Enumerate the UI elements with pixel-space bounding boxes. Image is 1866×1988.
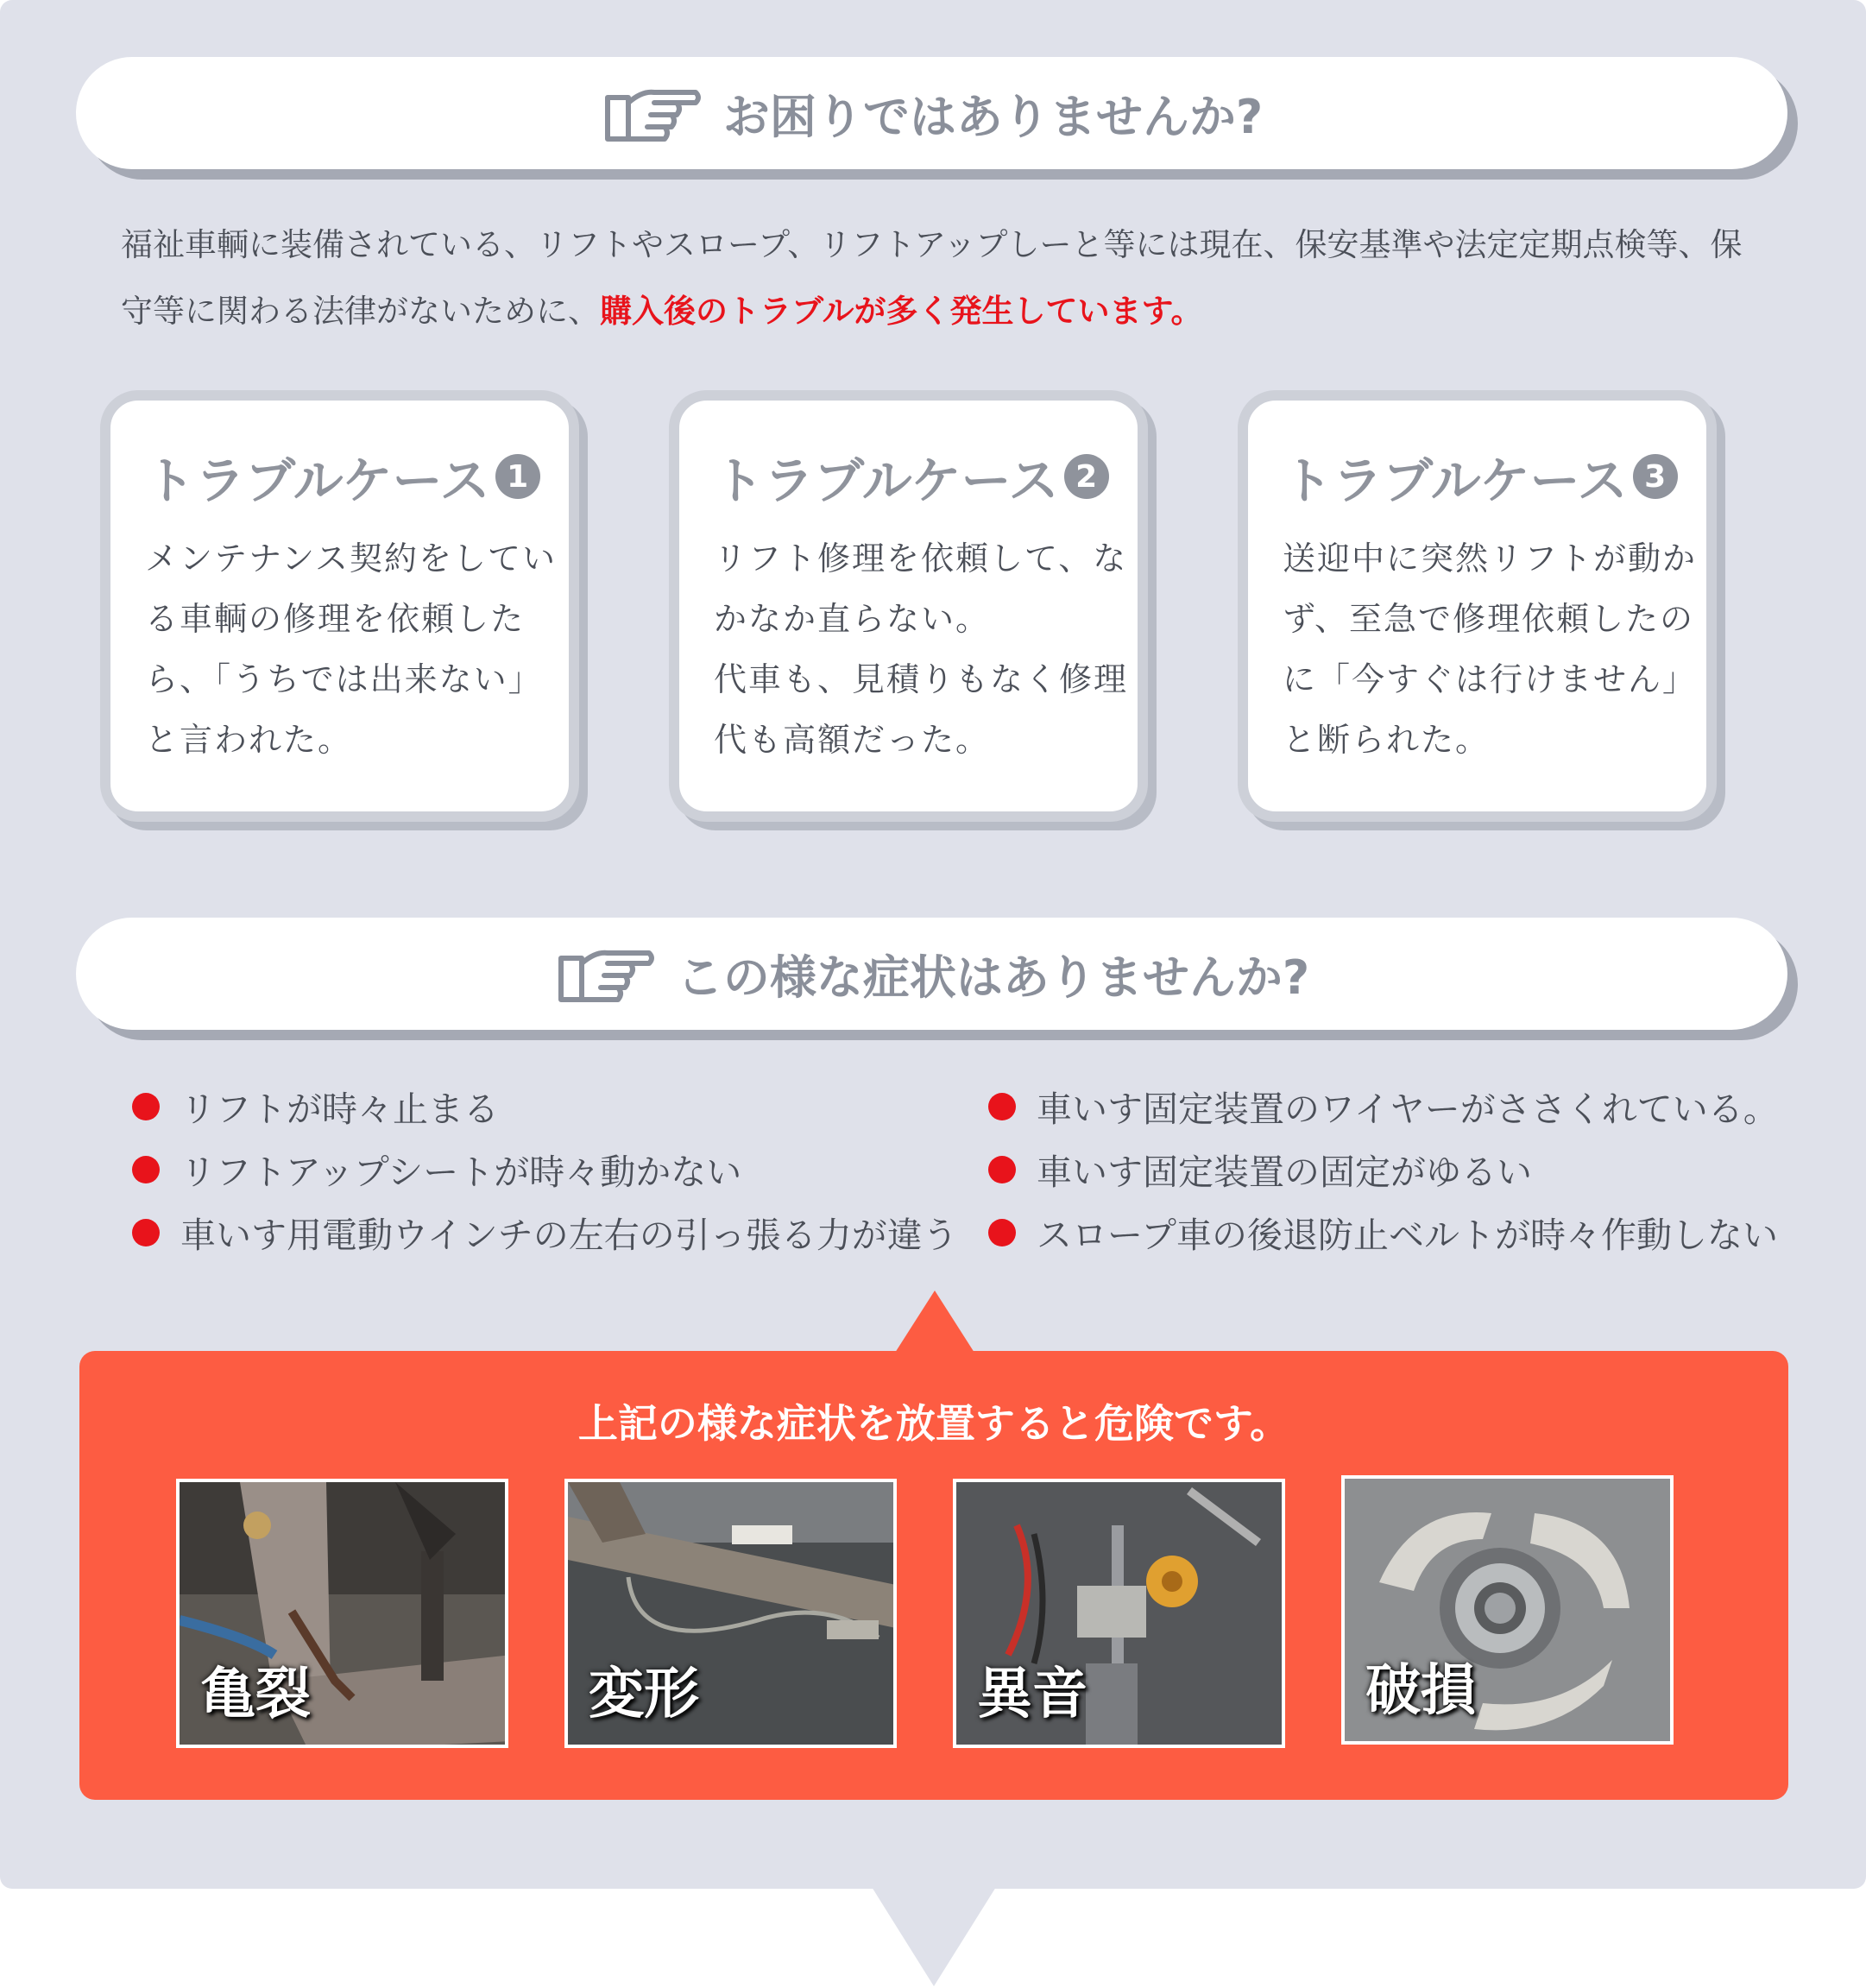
- bullet-dot-icon: [132, 1219, 160, 1246]
- callout-up-arrow: [895, 1291, 974, 1353]
- case-title-text: トラブルケース: [145, 451, 490, 510]
- case-description: メンテナンス契約をしている車輌の修理を依頼したら、「うちでは出来ない」と言われた。: [145, 540, 557, 759]
- list-item: [988, 1201, 1779, 1264]
- symptom-list-left: [132, 1075, 958, 1264]
- photo-breakage: [1341, 1475, 1674, 1745]
- bullet-dot-icon: [132, 1093, 160, 1120]
- case-title-text: トラブルケース: [714, 451, 1059, 510]
- photo-label: 変形: [589, 1663, 699, 1726]
- panel-down-arrow: [872, 1887, 996, 1986]
- case-number-badge: 3: [1633, 454, 1678, 499]
- section-header-troubles: [76, 57, 1787, 169]
- case-number-badge: 2: [1064, 454, 1109, 499]
- trouble-case-card: [669, 390, 1148, 822]
- pointing-hand-icon: [601, 79, 704, 148]
- symptom-list-right: [988, 1075, 1779, 1264]
- list-item: [988, 1075, 1779, 1138]
- danger-warning-box: [79, 1351, 1788, 1800]
- case-title: [1283, 440, 1678, 513]
- list-item: [132, 1138, 958, 1201]
- case-description: リフト修理を依頼して、なかなか直らない。 代車も、見積りもなく修理代も高額だった。: [714, 540, 1129, 759]
- photo-crack: [176, 1479, 508, 1748]
- intro-text: 福祉車輌に装備されている、リフトやスロープ、リフトアップしーと等には現在、保安基準や法定定期点検等、保守等に関わる法律がないために、: [121, 226, 1743, 330]
- photo-deformation: [564, 1479, 897, 1748]
- list-item: [132, 1075, 958, 1138]
- trouble-case-card: [100, 390, 579, 822]
- symptom-text: 車いす固定装置の固定がゆるい: [1037, 1152, 1532, 1193]
- symptom-text: スロープ車の後退防止ベルトが時々作動しない: [1037, 1215, 1778, 1256]
- photo-abnormal-noise: [953, 1479, 1285, 1748]
- bullet-dot-icon: [988, 1219, 1016, 1246]
- list-item: [988, 1138, 1779, 1201]
- danger-title: 上記の様な症状を放置すると危険です。: [577, 1400, 1290, 1447]
- photo-label: 亀裂: [200, 1663, 311, 1726]
- bullet-dot-icon: [988, 1093, 1016, 1120]
- case-number-badge: 1: [495, 454, 540, 499]
- section-title: この様な症状はありませんか?: [676, 950, 1310, 1005]
- bullet-dot-icon: [132, 1156, 160, 1183]
- section-header-symptoms: [76, 918, 1787, 1030]
- symptom-text: 車いす用電動ウインチの左右の引っ張る力が違う: [180, 1215, 958, 1256]
- list-item: [132, 1201, 958, 1264]
- photo-label: 異音: [977, 1663, 1087, 1726]
- case-title: [714, 440, 1109, 513]
- symptom-text: 車いす固定装置のワイヤーがささくれている。: [1037, 1089, 1779, 1130]
- symptom-text: リフトが時々止まる: [180, 1089, 499, 1130]
- case-title: [145, 440, 540, 513]
- pointing-hand-icon: [554, 939, 658, 1008]
- trouble-case-card: [1238, 390, 1717, 822]
- section-title: お困りではありませんか?: [722, 89, 1264, 144]
- intro-paragraph: [121, 211, 1761, 344]
- case-title-text: トラブルケース: [1283, 451, 1628, 510]
- case-description: 送迎中に突然リフトが動かず、至急で修理依頼したのに「今すぐは行けません」と断られた。: [1283, 540, 1698, 759]
- bullet-dot-icon: [988, 1156, 1016, 1183]
- intro-highlight: 購入後のトラブルが多く発生しています。: [600, 293, 1203, 330]
- photo-label: 破損: [1365, 1659, 1476, 1723]
- symptom-text: リフトアップシートが時々動かない: [180, 1152, 742, 1193]
